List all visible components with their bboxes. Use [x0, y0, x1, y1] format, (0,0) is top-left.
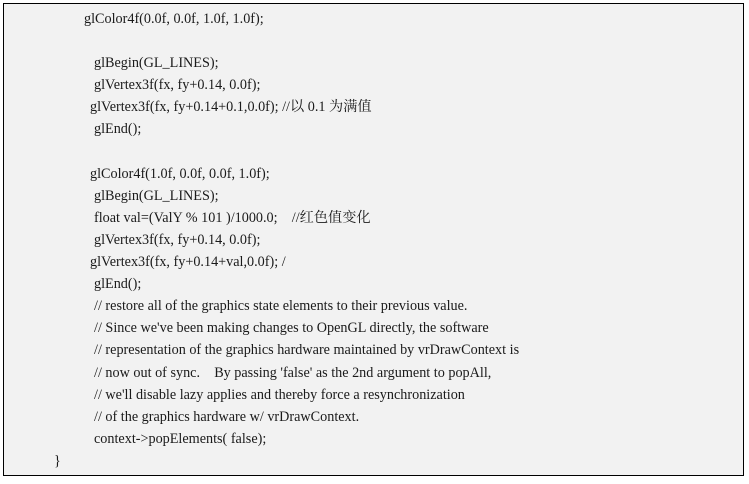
code-line: glVertex3f(fx, fy+0.14+0.1,0.0f); //以 0.1 为满值 [90, 99, 372, 116]
code-line: glVertex3f(fx, fy+0.14+val,0.0f); / [90, 254, 286, 271]
code-line: float val=(ValY % 101 )/1000.0; //红色值变化 [94, 209, 371, 226]
comment-line: // we'll disable lazy applies and thereby force a resynchronization [94, 386, 465, 403]
comment-line: // Since we've been making changes to OpenGL directly, the software [94, 320, 489, 337]
code-line: glColor4f(0.0f, 0.0f, 1.0f, 1.0f); [84, 11, 264, 27]
comment-line: // now out of sync. By passing 'false' as the 2nd argument to popAll, [94, 364, 492, 381]
closing-brace: } [54, 452, 61, 469]
blank-line [4, 141, 743, 163]
blank-line [4, 30, 743, 52]
comment-line: // restore all of the graphics state elements to their previous value. [94, 298, 468, 315]
code-line: glColor4f(1.0f, 0.0f, 0.0f, 1.0f); [90, 165, 270, 182]
code-listing [3, 3, 744, 476]
code-line: glVertex3f(fx, fy+0.14, 0.0f); [94, 231, 261, 248]
code-lines [4, 8, 743, 472]
comment-line: // representation of the graphics hardware maintained by vrDrawContext is [94, 342, 520, 359]
code-line: context->popElements( false); [94, 430, 267, 447]
comment-line: // of the graphics hardware w/ vrDrawContext. [94, 408, 360, 425]
code-line: glEnd(); [94, 276, 142, 293]
code-line: glBegin(GL_LINES); [94, 187, 219, 204]
code-line: glVertex3f(fx, fy+0.14, 0.0f); [94, 77, 261, 94]
code-line: glBegin(GL_LINES); [94, 55, 219, 72]
code-line: glEnd(); [94, 121, 142, 138]
